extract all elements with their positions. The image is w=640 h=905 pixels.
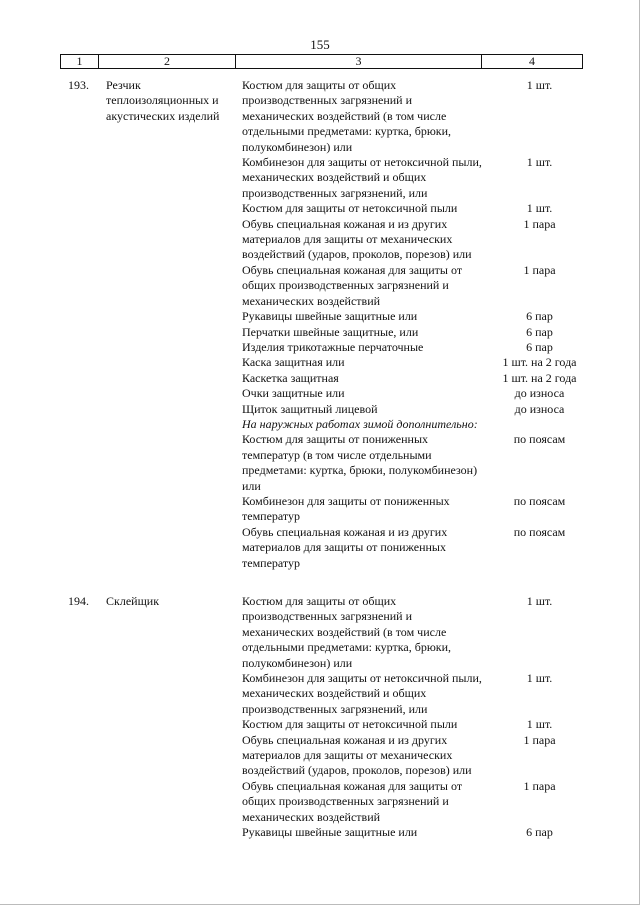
item-name: Рукавицы швейные защитные или <box>242 825 418 840</box>
list-item <box>242 201 597 216</box>
list-item <box>242 432 597 494</box>
list-item <box>242 402 597 417</box>
header-col-2: 2 <box>99 55 236 68</box>
item-quantity: 6 пар <box>526 825 553 840</box>
item-quantity: 1 пара <box>523 262 556 277</box>
item-list <box>242 78 597 571</box>
item-quantity: 1 шт. на 2 года <box>502 355 577 370</box>
item-name: Комбинезон для защиты от нетоксичной пыли, механических воздействий и общих производственных загрязнений, или <box>242 671 482 716</box>
item-name: Рукавицы швейные защитные или <box>242 309 418 324</box>
item-quantity: 1 шт. <box>526 671 553 686</box>
header-col-4: 4 <box>529 54 535 68</box>
item-name: Очки защитные или <box>242 386 345 401</box>
item-name: Каска защитная или <box>242 355 345 370</box>
item-quantity: до износа <box>514 401 565 416</box>
list-item <box>242 825 597 840</box>
item-quantity: 1 пара <box>523 778 556 793</box>
list-item <box>242 671 597 717</box>
list-item <box>242 155 597 201</box>
table-header <box>60 54 583 69</box>
item-name: Обувь специальная кожаная для защиты от общих производственных загрязнений и механических воздействий <box>242 262 463 308</box>
header-col-1: 1 <box>61 55 99 68</box>
item-quantity: 1 пара <box>523 732 556 747</box>
item-name: Костюм для защиты от общих производственных загрязнений и механических воздействий (в том числе отдельными предметами: куртка, брюки, полукомбинезон) или <box>242 594 452 670</box>
item-quantity: 6 пар <box>526 339 553 354</box>
item-quantity: 1 шт. <box>526 594 553 608</box>
page-number: 155 <box>310 37 330 52</box>
list-item <box>242 340 597 355</box>
item-name: Костюм для защиты от нетоксичной пыли <box>242 717 458 732</box>
item-name: Обувь специальная кожаная для защиты от общих производственных загрязнений и механических воздействий <box>242 778 463 824</box>
list-item <box>242 717 597 732</box>
header-col-3: 3 <box>236 55 482 68</box>
item-name: Комбинезон для защиты от пониженных температур <box>242 493 450 524</box>
item-quantity: 1 шт. на 2 года <box>502 370 577 385</box>
item-quantity <box>482 417 597 432</box>
item-quantity: по поясам <box>513 432 566 447</box>
item-quantity: по поясам <box>513 493 566 508</box>
item-name: Костюм для защиты от пониженных температур (в том числе отдельными предметами: куртка, брюки, полукомбинезон) или <box>242 432 478 493</box>
item-quantity: 6 пар <box>526 324 553 339</box>
item-name: Перчатки швейные защитные, или <box>242 324 419 339</box>
list-item <box>242 779 597 825</box>
item-name: Обувь специальная кожаная и из других материалов для защиты от механических воздействий (ударов, проколов, порезов) или <box>242 732 472 778</box>
item-name: На наружных работах зимой дополнительно: <box>242 416 478 431</box>
list-item <box>242 371 597 386</box>
item-quantity: 1 шт. <box>526 78 553 92</box>
item-name: Обувь специальная кожаная и из других материалов для защиты от пониженных температур <box>242 524 448 570</box>
item-quantity: 1 шт. <box>526 717 553 732</box>
entry-profession: Резчик теплоизоляционных и акустических изделий <box>106 78 220 123</box>
list-item <box>242 263 597 309</box>
list-item <box>242 417 597 432</box>
item-name: Обувь специальная кожаная и из других материалов для защиты от механических воздействий (ударов, проколов, порезов) или <box>242 216 472 262</box>
list-item <box>242 78 597 155</box>
list-item <box>242 525 597 571</box>
list-item <box>242 325 597 340</box>
item-name: Костюм для защиты от общих производственных загрязнений и механических воздействий (в том числе отдельными предметами: куртка, брюки, полукомбинезон) или <box>242 78 452 154</box>
item-quantity: по поясам <box>513 524 566 539</box>
entry-number: 193. <box>68 78 89 92</box>
item-name: Костюм для защиты от нетоксичной пыли <box>242 201 458 216</box>
item-name: Изделия трикотажные перчаточные <box>242 339 424 354</box>
list-item <box>242 733 597 779</box>
item-quantity: 6 пар <box>526 309 553 324</box>
item-quantity: 1 пара <box>523 216 556 231</box>
item-name: Комбинезон для защиты от нетоксичной пыли, механических воздействий и общих производственных загрязнений, или <box>242 155 482 200</box>
item-quantity: 1 шт. <box>526 201 553 216</box>
list-item <box>242 386 597 401</box>
item-name: Щиток защитный лицевой <box>242 401 378 416</box>
item-quantity: 1 шт. <box>526 155 553 170</box>
item-name: Каскетка защитная <box>242 370 339 385</box>
list-item <box>242 217 597 263</box>
list-item <box>242 355 597 370</box>
list-item <box>242 594 597 671</box>
list-item <box>242 494 597 525</box>
item-list <box>242 594 597 841</box>
entry-number: 194. <box>68 594 89 608</box>
list-item <box>242 309 597 324</box>
entry-profession: Склейщик <box>106 594 160 608</box>
item-quantity: до износа <box>514 386 565 401</box>
